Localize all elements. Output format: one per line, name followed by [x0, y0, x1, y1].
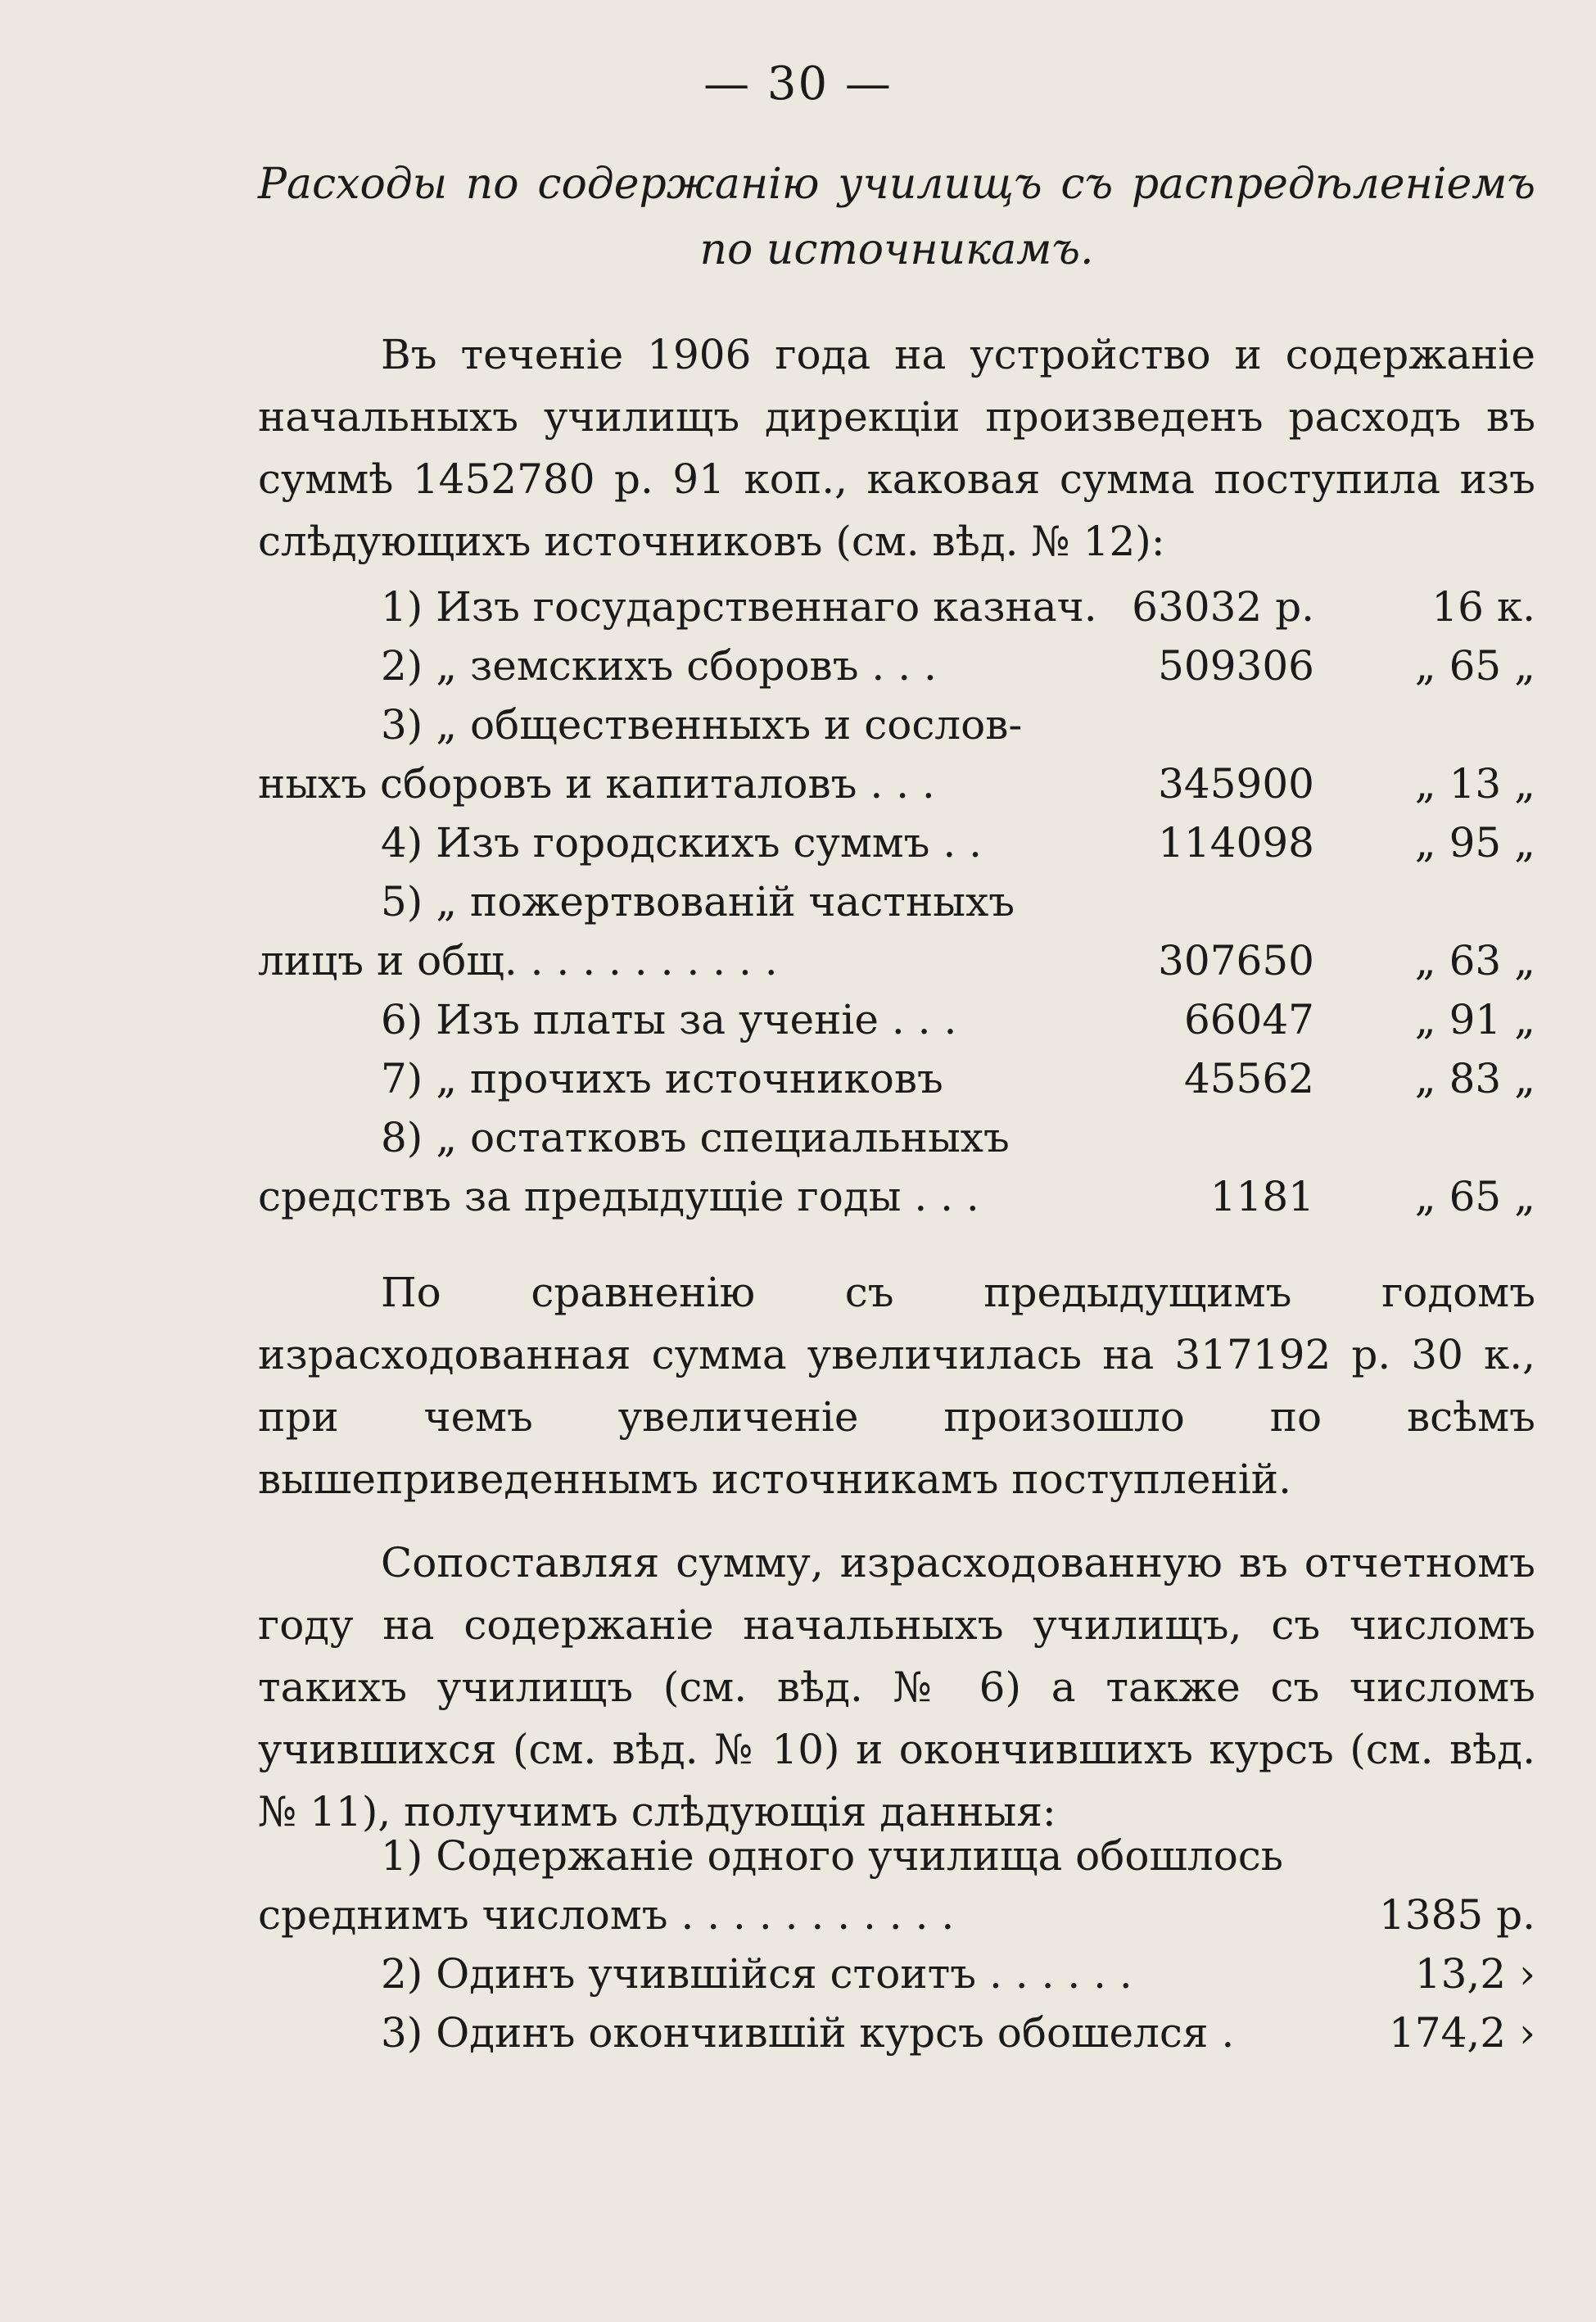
source-sum: 307650 — [1158, 937, 1314, 984]
source-kopecks: „ 95 „ — [1414, 819, 1535, 867]
source-label: 2) „ земскихъ сборовъ . . . — [381, 642, 937, 690]
source-sum: 63032 р. — [1132, 583, 1314, 631]
paragraph-per-unit-intro: Сопоставляя сумму, израсходованную въ отчетномъ году на содержаніе начальныхъ училищъ, съ числомъ такихъ училищъ (см. вѣд. № 6) а также съ числомъ учившихся (см. вѣд. № 10) и окончившихъ курсъ (см. вѣд. № 11), получимъ слѣдующія данныя: — [258, 1539, 1535, 1835]
paragraph-comparison: По сравненію съ предыдущимъ годомъ израсходованная сумма увеличилась на 317192 р. 30 к., при чемъ увеличеніе произошло по всѣмъ вышеприведеннымъ источникамъ поступленій. — [258, 1269, 1535, 1503]
cost-value: 1385 р. — [1378, 1891, 1535, 1939]
source-kopecks: „ 65 „ — [1414, 642, 1535, 690]
source-sum: 345900 — [1158, 760, 1314, 808]
source-kopecks: „ 83 „ — [1414, 1055, 1535, 1102]
source-label: 6) Изъ платы за ученіе . . . — [381, 996, 957, 1043]
source-kopecks: „ 63 „ — [1414, 937, 1535, 984]
source-sum: 66047 — [1183, 996, 1314, 1043]
source-label: лицъ и общ. . . . . . . . . . . — [258, 937, 778, 984]
source-row — [258, 1108, 1535, 1226]
cost-row — [258, 2003, 1535, 2062]
source-row — [258, 990, 1535, 1049]
source-kopecks: „ 65 „ — [1414, 1173, 1535, 1220]
source-sum: 45562 — [1183, 1055, 1314, 1102]
page-number: — 30 — — [703, 57, 893, 111]
source-row — [258, 695, 1535, 813]
cost-label: 3) Одинъ окончившій курсъ обошелся . — [381, 2009, 1235, 2057]
source-label: 1) Изъ государственнаго казнач. — [381, 583, 1097, 631]
source-row — [258, 813, 1535, 872]
cost-label-line1: 1) Содержаніе одного училища обошлось — [381, 1832, 1284, 1880]
cost-label: среднимъ числомъ . . . . . . . . . . . — [258, 1891, 955, 1939]
source-row — [258, 1049, 1535, 1108]
source-sum: 1181 — [1209, 1173, 1314, 1220]
source-label: 4) Изъ городскихъ суммъ . . — [381, 819, 983, 867]
source-label-line1: 3) „ общественныхъ и сослов- — [381, 701, 1023, 749]
source-sum: 114098 — [1158, 819, 1314, 867]
cost-value: 13,2 › — [1414, 1950, 1535, 1998]
source-row — [258, 577, 1535, 636]
source-label: 7) „ прочихъ источниковъ — [381, 1055, 943, 1102]
sources-list — [258, 577, 1535, 1226]
source-label-line1: 8) „ остатковъ специальныхъ — [381, 1114, 1010, 1161]
source-row — [258, 872, 1535, 990]
section-title: Расходы по содержанію училищъ съ распредѣленіемъ по источникамъ. — [258, 160, 1535, 274]
cost-value: 174,2 › — [1388, 2009, 1535, 2057]
cost-row — [258, 1944, 1535, 2003]
cost-list — [258, 1826, 1535, 2062]
source-kopecks: 16 к. — [1431, 583, 1535, 631]
source-kopecks: „ 13 „ — [1414, 760, 1535, 808]
source-label: ныхъ сборовъ и капиталовъ . . . — [258, 760, 935, 808]
source-label-line1: 5) „ пожертвованій частныхъ — [381, 878, 1015, 926]
cost-label: 2) Одинъ учившійся стоитъ . . . . . . — [381, 1950, 1133, 1998]
paragraph-expenses-intro: Въ теченіе 1906 года на устройство и содержаніе начальныхъ училищъ дирекціи произведенъ расходъ въ суммѣ 1452780 р. 91 коп., каковая сумма поступила изъ слѣдующихъ источниковъ (см. вѣд. № 12): — [258, 331, 1535, 565]
source-kopecks: „ 91 „ — [1414, 996, 1535, 1043]
source-row — [258, 636, 1535, 695]
source-label: средствъ за предыдущіе годы . . . — [258, 1173, 979, 1220]
cost-row — [258, 1826, 1535, 1944]
source-sum: 509306 — [1158, 642, 1314, 690]
